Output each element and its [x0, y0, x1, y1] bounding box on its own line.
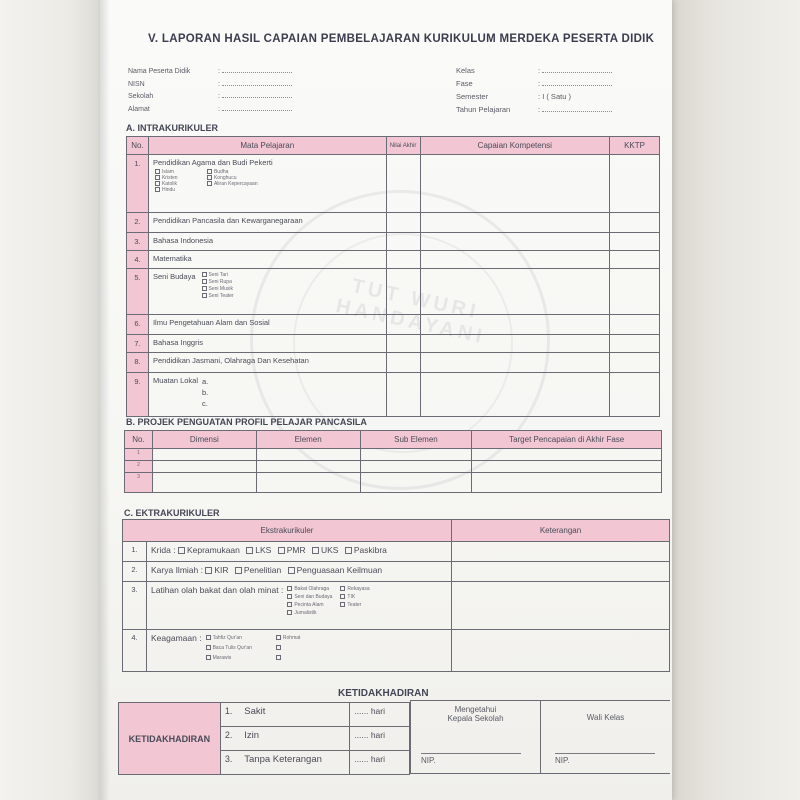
kktp-cell[interactable] [610, 335, 660, 353]
karya-checkbox[interactable] [205, 567, 212, 574]
identity-right [456, 64, 612, 116]
nilai-cell[interactable] [386, 373, 420, 417]
table-row: 4. Matematika [127, 251, 660, 269]
background-left [0, 0, 100, 800]
header-elemen: Elemen [256, 431, 360, 449]
report-page [100, 0, 672, 800]
nilai-cell[interactable] [386, 213, 420, 233]
signature-kepala-sekolah: Mengetahui Kepala Sekolah NIP. [410, 700, 540, 774]
identity-row: NISN : [128, 79, 292, 92]
nilai-cell[interactable] [386, 335, 420, 353]
capaian-cell[interactable] [420, 251, 610, 269]
karya-checkbox[interactable] [235, 567, 242, 574]
ekstrakurikuler-table [122, 519, 670, 672]
absence-title: KETIDAKHADIRAN [338, 688, 429, 699]
keterangan-cell[interactable] [452, 562, 670, 582]
table-row: KETIDAKHADIRAN 1. Sakit ...... hari [119, 703, 410, 727]
table-row: 1. Krida : Kepramukaan LKS PMR UKS Paskibra [123, 542, 670, 562]
header-capaian-kompetensi: Capaian Kompetensi [420, 137, 610, 155]
religion-checkbox[interactable]: Katolik [155, 181, 207, 187]
watermark-text: TUT WURI HANDAYANI [333, 275, 488, 349]
keagamaan-checkbox[interactable] [276, 653, 301, 663]
capaian-cell[interactable] [420, 315, 610, 335]
kktp-cell[interactable] [610, 213, 660, 233]
identity-row: Semester : I ( Satu ) [456, 92, 571, 101]
seni-checkbox[interactable]: Seni Musik [202, 286, 234, 293]
header-no: No. [125, 431, 153, 449]
header-ekstrakurikuler: Ekstrakurikuler [123, 520, 452, 542]
religion-checkbox[interactable]: Budha [207, 169, 287, 175]
subject-name: Pendidikan Pancasila dan Kewarganegaraan [148, 213, 386, 233]
subject-name: Bahasa Inggris [148, 335, 386, 353]
seni-checkbox[interactable]: Seni Rupa [202, 279, 234, 286]
kktp-cell[interactable] [610, 251, 660, 269]
seni-checkbox[interactable]: Seni Tari [202, 272, 234, 279]
seni-options [202, 272, 234, 300]
capaian-cell[interactable] [420, 373, 610, 417]
page-fold-shadow [100, 0, 110, 800]
keterangan-cell[interactable] [452, 542, 670, 562]
latihan-checkbox[interactable]: TIK [340, 593, 369, 601]
subject-name: Matematika [148, 251, 386, 269]
identity-row: Tahun Pelajaran : [456, 103, 612, 116]
krida-checkbox[interactable] [246, 547, 253, 554]
page-title: V. LAPORAN HASIL CAPAIAN PEMBELAJARAN KURIKULUM MERDEKA PESERTA DIDIK [148, 33, 655, 45]
keagamaan-checkbox[interactable]: Baca Tulis Qur'an [206, 643, 252, 653]
section-p5-title: B. PROJEK PENGUATAN PROFIL PELAJAR PANCASILA [126, 417, 367, 427]
karya-checkbox[interactable] [288, 567, 295, 574]
latihan-checkbox[interactable]: Jurnalistik [287, 609, 332, 617]
table-row: 2. Karya Ilmiah : KIR Penelitian Penguasaan Keilmuan [123, 562, 670, 582]
religion-checkbox[interactable]: Hindu [155, 187, 207, 193]
header-mata-pelajaran: Mata Pelajaran [148, 137, 386, 155]
header-dimensi: Dimensi [152, 431, 256, 449]
kktp-cell[interactable] [610, 315, 660, 335]
table-row: 2 [125, 461, 662, 473]
religion-checkbox[interactable]: Kristen [155, 175, 207, 181]
table-row: 3 [125, 473, 662, 493]
section-intrakurikuler-title: A. INTRAKURIKULER [126, 123, 218, 133]
latihan-checkbox[interactable]: Bakat Olahraga [287, 585, 332, 593]
capaian-cell[interactable] [420, 269, 610, 315]
table-row: 9. Muatan Lokal a. b. c. [127, 373, 660, 417]
krida-checkbox[interactable] [345, 547, 352, 554]
background-right [668, 0, 800, 800]
subject-name: Seni Budaya [152, 272, 196, 281]
capaian-cell[interactable] [420, 353, 610, 373]
kktp-cell[interactable] [610, 373, 660, 417]
keterangan-cell[interactable] [452, 582, 670, 630]
capaian-cell[interactable] [420, 155, 610, 213]
header-kktp: KKTP [610, 137, 660, 155]
mulok-items: a. b. c. [202, 377, 209, 408]
header-keterangan: Keterangan [452, 520, 670, 542]
kktp-cell[interactable] [610, 269, 660, 315]
absence-days-input[interactable]: ...... hari [350, 703, 410, 727]
kktp-cell[interactable] [610, 233, 660, 251]
identity-row: Sekolah : [128, 91, 292, 104]
krida-checkbox[interactable] [312, 547, 319, 554]
absence-label: KETIDAKHADIRAN [119, 703, 221, 775]
intrakurikuler-table [126, 136, 660, 417]
subject-name: Pendidikan Agama dan Budi Pekerti [152, 158, 273, 167]
religion-checkbox[interactable]: Aliran Kepercayaan [207, 181, 287, 187]
table-row: 4. Keagamaan : Tahfiz Qur'an Baca Tulis Qur'an Marawis Rohmat [123, 630, 670, 672]
krida-checkbox[interactable] [278, 547, 285, 554]
table-row: 3. Latihan olah bakat dan olah minat : Bakat Olahraga Seni dan Budaya Pecinta Alam Jurnalistik Rekayasa TIK Teater [123, 582, 670, 630]
table-row: 6. Ilmu Pengetahuan Alam dan Sosial [127, 315, 660, 335]
table-row: 2. Pendidikan Pancasila dan Kewarganegaraan [127, 213, 660, 233]
kktp-cell[interactable] [610, 155, 660, 213]
section-ekstrakurikuler-title: C. EKTRAKURIKULER [124, 508, 220, 518]
religion-checkbox[interactable]: Konghucu [207, 175, 287, 181]
subject-name: Muatan Lokal [152, 376, 198, 385]
table-row: 3. Bahasa Indonesia [127, 233, 660, 251]
religion-checkbox[interactable]: Islam [155, 169, 207, 175]
table-row: 7. Bahasa Inggris [127, 335, 660, 353]
nilai-cell[interactable] [386, 353, 420, 373]
identity-row: Kelas : [456, 64, 612, 77]
table-row: 1 [125, 449, 662, 461]
signature-wali-kelas: Wali Kelas NIP. [540, 700, 670, 774]
identity-row: Fase : [456, 77, 612, 90]
seni-checkbox[interactable]: Seni Teater [202, 293, 234, 300]
kktp-cell[interactable] [610, 353, 660, 373]
nilai-cell[interactable] [386, 251, 420, 269]
keagamaan-checkbox[interactable]: Tahfiz Qur'an [206, 633, 252, 643]
header-sub-elemen: Sub Elemen [360, 431, 472, 449]
subject-name: Ilmu Pengetahuan Alam dan Sosial [148, 315, 386, 335]
religion-options [155, 169, 382, 193]
nilai-cell[interactable] [386, 233, 420, 251]
identity-row: Nama Peserta Didik : [128, 66, 292, 79]
table-row: 2. Izin ...... hari [119, 727, 410, 751]
latihan-checkbox[interactable]: Rekayasa [340, 585, 369, 593]
keagamaan-checkbox[interactable]: Rohmat [276, 633, 301, 643]
latihan-checkbox[interactable]: Pecinta Alam [287, 601, 332, 609]
header-nilai-akhir: Nilai Akhir [386, 137, 420, 155]
absence-days-input[interactable]: ...... hari [350, 727, 410, 751]
identity-left [128, 66, 292, 116]
krida-checkbox[interactable] [178, 547, 185, 554]
nilai-cell[interactable] [386, 269, 420, 315]
identity-row: Alamat : [128, 104, 292, 117]
absence-days-input[interactable]: ...... hari [350, 751, 410, 775]
header-target: Target Pencapaian di Akhir Fase [472, 431, 662, 449]
table-row: 3. Tanpa Keterangan ...... hari [119, 751, 410, 775]
latihan-checkbox[interactable]: Seni dan Budaya [287, 593, 332, 601]
latihan-checkbox[interactable]: Teater [340, 601, 369, 609]
table-row: 5. Seni Budaya Seni Tari Seni Rupa Seni Musik Seni Teater [127, 269, 660, 315]
capaian-cell[interactable] [420, 233, 610, 251]
keagamaan-checkbox[interactable]: Marawis [206, 653, 252, 663]
header-no: No. [127, 137, 149, 155]
absence-table [118, 702, 410, 775]
keterangan-cell[interactable] [452, 630, 670, 672]
keagamaan-checkbox[interactable] [276, 643, 301, 653]
capaian-cell[interactable] [420, 335, 610, 353]
subject-name: Bahasa Indonesia [148, 233, 386, 251]
subject-name: Pendidikan Jasmani, Olahraga Dan Kesehatan [148, 353, 386, 373]
table-row: 8. Pendidikan Jasmani, Olahraga Dan Kesehatan [127, 353, 660, 373]
table-row: 1. Pendidikan Agama dan Budi Pekerti Islam Budha Kristen Konghucu Katolik Aliran Kepercayaan Hindu [127, 155, 660, 213]
capaian-cell[interactable] [420, 213, 610, 233]
nilai-cell[interactable] [386, 315, 420, 335]
p5-table [124, 430, 662, 493]
nilai-cell[interactable] [386, 155, 420, 213]
